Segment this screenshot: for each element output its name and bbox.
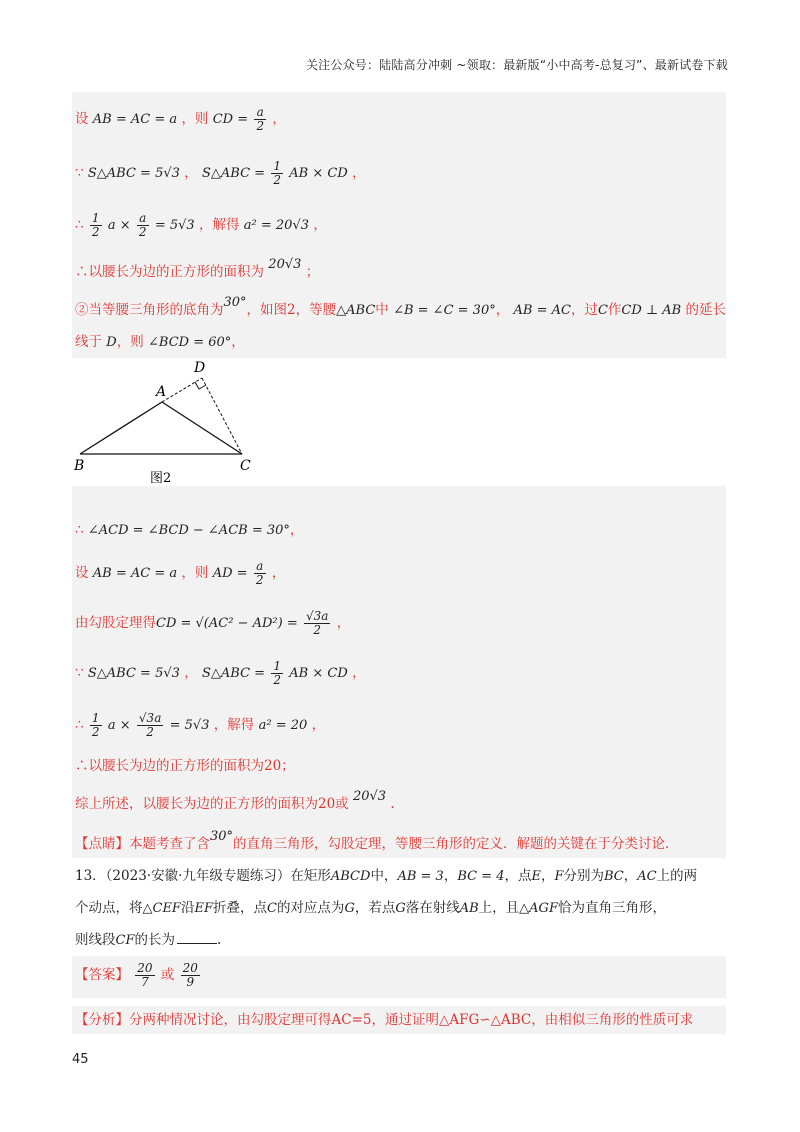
label-b: B: [74, 458, 85, 474]
figure-2: [72, 358, 253, 486]
line-1: 设 AB = AC = a ，则 CD = $\frac{a}{2}$ ，: [75, 105, 286, 133]
line-4: ∴以腰长为边的正方形的面积为 20√3 ；: [75, 257, 320, 280]
triangle-diagram: [72, 358, 253, 486]
line-12: ∴以腰长为边的正方形的面积为20；: [75, 758, 295, 774]
fraction-sqrt3a-over-2: $\frac{√3a}{2}$: [306, 609, 329, 637]
line-5: ②当等腰三角形的底角为30°，如图2，等腰△ABC中 ∠B = ∠C = 30°， AB = AC，过C作CD ⊥ AB 的延长: [75, 295, 727, 318]
line-14-comment: 【点睛】本题考查了含30°的直角三角形，勾股定理，等腰三角形的定义．解题的关键在于分类讨论．: [75, 829, 679, 852]
fraction-a-over-2: $\frac{a}{2}$: [256, 105, 265, 133]
label-c: C: [240, 458, 251, 474]
line-7: ∴ ∠ACD = ∠BCD − ∠ACB = 30°，: [75, 522, 304, 538]
line-11: ∴ $\frac{1}{2}$ a × $\frac{√3a}{2}$ = 5√3 ，解得 a² = 20 ，: [75, 711, 326, 739]
line-2: ∵ S△ABC = 5√3 ， S△ABC = $\frac{1}{2}$ AB × CD ，: [75, 159, 366, 187]
question-13-line-3: 则线段CF的长为 .: [75, 932, 222, 948]
side-ba: [80, 402, 162, 454]
line-3: ∴ $\frac{1}{2}$ a × $\frac{a}{2}$ = 5√3 ，解得 a² = 20√3 ，: [75, 211, 327, 239]
extension-ad: [162, 378, 202, 402]
answer-blank: [177, 943, 217, 944]
analysis-line: 【分析】分两种情况讨论，由勾股定理可得AC=5，通过证明△AFG∽△ABC，由相似三角形的性质可求: [75, 1012, 694, 1028]
line-9: 由勾股定理得CD = √(AC² − AD²) = $\frac{√3a}{2}$ ，: [75, 609, 351, 637]
question-13-line-2: 个动点，将△CEF沿EF折叠，点C的对应点为G，若点G落在射线AB上，且△AGF恰为直角三角形，: [75, 900, 666, 916]
line-10: ∵ S△ABC = 5√3 ， S△ABC = $\frac{1}{2}$ AB × CD ，: [75, 659, 366, 687]
answer-line: 【答案】 $\frac{20}{7}$ 或 $\frac{20}{9}$: [75, 961, 198, 989]
line-6: 线于 D，则 ∠BCD = 60°，: [75, 334, 245, 350]
answer-fraction-1: $\frac{20}{7}$: [137, 961, 153, 989]
fraction-one-half: $\frac{1}{2}$: [273, 159, 281, 187]
segment-cd: [202, 378, 242, 454]
page-header: 关注公众号：陆陆高分冲刺 ~领取：最新版“小中高考-总复习”、最新试卷下载: [305, 58, 728, 72]
side-ac: [162, 402, 242, 454]
figure-caption: 图2: [150, 471, 172, 486]
line-13: 综上所述，以腰长为边的正方形的面积为20或 20√3 .: [75, 789, 395, 812]
answer-fraction-2: $\frac{20}{9}$: [182, 961, 198, 989]
label-d: D: [194, 360, 206, 376]
line-8: 设 AB = AC = a ，则 AD = $\frac{a}{2}$ ，: [75, 559, 286, 587]
question-13-line-1: 13．（2023·安徽·九年级专题练习）在矩形ABCD中，AB = 3，BC = 4，点E，F分别为BC，AC上的两: [75, 868, 698, 884]
label-a: A: [156, 384, 167, 400]
page-number: 45: [72, 1052, 89, 1067]
